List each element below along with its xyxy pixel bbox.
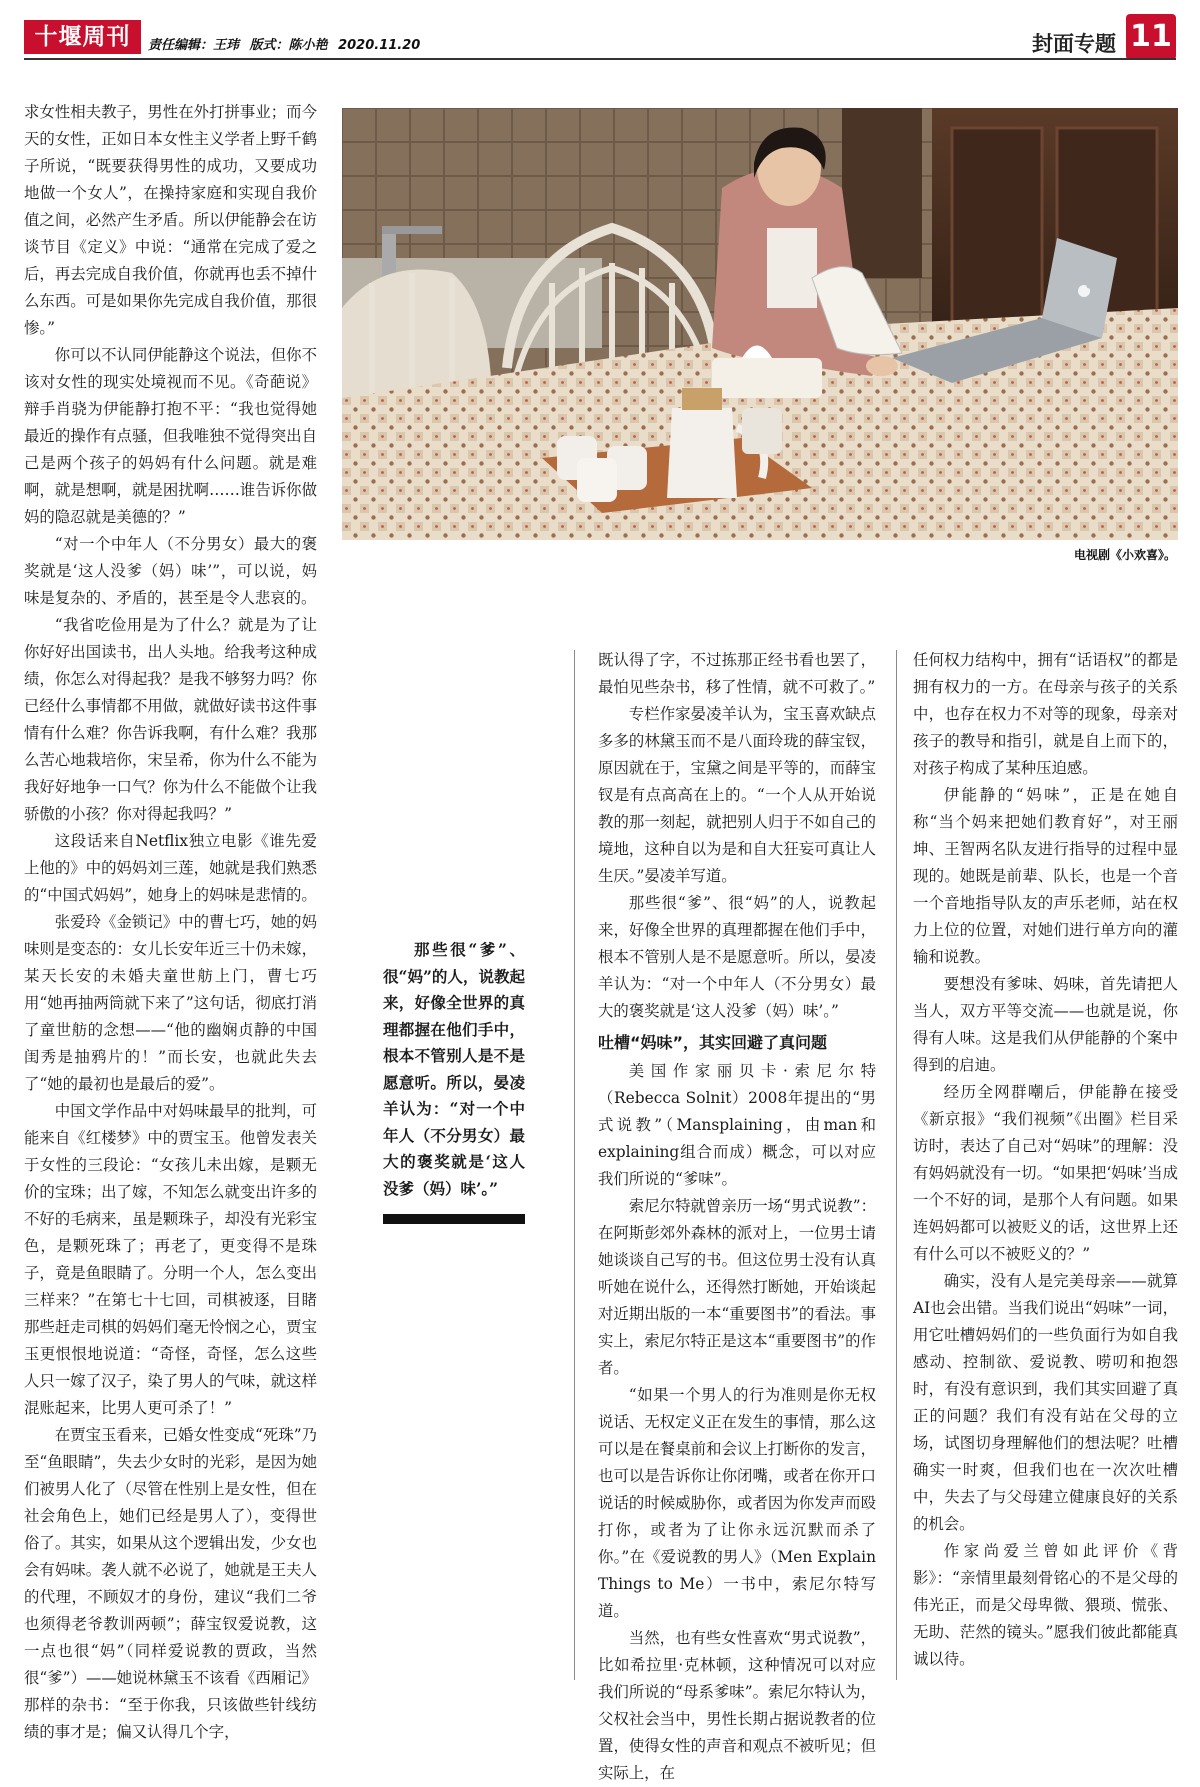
paragraph: 经历全网群嘲后，伊能静在接受《新京报》“我们视频”《出圈》栏目采访时，表达了自己对“妈味”的理解：没有妈妈就没有一切。“如果把‘妈味’当成一个不好的词，是那个人有问题。如果连妈妈都可以被贬义的话，这世界上还有什么可以不被贬义的？” xyxy=(913,1083,1178,1263)
article-column-3 xyxy=(598,647,876,1787)
drama-still-photo xyxy=(342,108,1178,540)
paragraph: 在贾宝玉看来，已婚女性变成“死珠”乃至“鱼眼睛”，失去少女时的光彩，是因为她们被男人化了（尽管在性别上是女性，但在社会角色上，她们已经是男人了），变得世俗了。其实，如果从这个逻辑出发，少女也会有妈味。袭人就不必说了，她就是王夫人的代理，不顾奴才的身份，建议“我们二爷也须得老爷教训两顿”；薛宝钗爱说教，这一点也很“妈”（同样爱说教的贾政，当然很“爹”）——她说林黛玉不该看《西厢记》那样的杂书：“至于你我，只该做些针线纺绩的事才是；偏又认得几个字， xyxy=(24,1426,317,1741)
paragraph: 当然，也有些女性喜欢“男式说教”，比如希拉里·克林顿，这种情况可以对应我们所说的“母系爹味”。索尼尔特认为，父权社会当中，男性长期占据说教者的位置，使得女性的声音和观点不被听见；但实际上，在 xyxy=(598,1629,876,1782)
paragraph: 既认得了字，不过拣那正经书看也罢了，最怕见些杂书，移了性情，就不可救了。” xyxy=(598,651,876,696)
paragraph: 作家尚爱兰曾如此评价《背影》：“亲情里最刻骨铭心的不是父母的伟光正，而是父母卑微、猥琐、慌张、无助、茫然的镜头。”愿我们彼此都能真诚以待。 xyxy=(913,1542,1178,1668)
editor-credit: 责任编辑：王玮 xyxy=(148,38,240,53)
paragraph: 张爱玲《金锁记》中的曹七巧，她的妈味则是变态的：女儿长安年近三十仍未嫁，某天长安的未婚夫童世舫上门，曹七巧用“她再抽两筒就下来了”这句话，彻底打消了童世舫的念想——“他的幽娴贞静的中国闺秀是抽鸦片的！”而长安，也就此失去了“她的最初也是最后的爱”。 xyxy=(24,913,317,1093)
header-rule xyxy=(24,58,1176,60)
kitchen-scene-illustration xyxy=(342,108,1178,540)
paragraph: 伊能静的“妈味”，正是在她自称“当个妈来把她们教育好”，对王丽坤、王智两名队友进行指导的过程中显现的。她既是前辈、队长，也是一个音一个音地指导队友的声乐老师，站在权力上位的位置，对她们进行单方向的灌输和说教。 xyxy=(913,786,1178,966)
pull-quote-bar xyxy=(383,1214,525,1224)
logo-text: 十堰周刊 xyxy=(34,24,131,50)
paragraph: 那些很“爹”、很“妈”的人，说教起来，好像全世界的真理都握在他们手中，根本不管别人是不是愿意听。所以，晏凌羊认为：“对一个中年人（不分男女）最大的褒奖就是‘这人没爹（妈）味’。” xyxy=(598,894,876,1020)
paragraph: “我省吃俭用是为了什么？就是为了让你好好出国读书，出人头地。给我考这种成绩，你怎么对得起我？是我不够努力吗？你已经什么事情都不用做，就做好读书这件事情有什么难？你告诉我啊，有什么难？我那么苦心地栽培你，宋呈希，你为什么不能为我好好地争一口气？你为什么不能做个让我骄傲的小孩？你对得起我吗？” xyxy=(24,616,317,823)
pull-quote xyxy=(383,937,525,1202)
pull-quote-text: 那些很“爹”、很“妈”的人，说教起来，好像全世界的真理都握在他们手中，根本不管别人是不是愿意听。所以，晏凌羊认为：“对一个中年人（不分男女）最大的褒奖就是‘这人没爹（妈）味’。” xyxy=(383,940,525,1198)
subheading: 吐槽“妈味”，其实回避了真问题 xyxy=(598,1033,828,1052)
page-number: 11 xyxy=(1126,14,1176,60)
paragraph: 要想没有爹味、妈味，首先请把人当人，双方平等交流——也就是说，你得有人味。这是我们从伊能静的个案中得到的启迪。 xyxy=(913,975,1178,1074)
paragraph: 确实，没有人是完美母亲——就算AI也会出错。当我们说出“妈味”一词，用它吐槽妈妈们的一些负面行为如自我感动、控制欲、爱说教、唠叨和抱怨时，有没有意识到，我们其实回避了真正的问题？我们有没有站在父母的立场，试图切身理解他们的想法呢？吐槽确实一时爽，但我们也在一次次吐槽中，失去了与父母建立健康良好的关系的机会。 xyxy=(913,1272,1178,1533)
credits-line xyxy=(148,34,426,53)
column-divider xyxy=(896,650,897,1680)
section-title: 封面专题 xyxy=(1032,32,1116,56)
paragraph: 任何权力结构中，拥有“话语权”的都是拥有权力的一方。在母亲与孩子的关系中，也存在权力不对等的现象，母亲对孩子的教导和指引，就是自上而下的，对孩子构成了某种压迫感。 xyxy=(913,651,1178,777)
photo-caption: 电视剧《小欢喜》。 xyxy=(1073,548,1176,562)
newspaper-logo xyxy=(24,20,141,54)
paragraph: 这段话来自Netflix独立电影《谁先爱上他的》中的妈妈刘三莲，她就是我们熟悉的“中国式妈妈”，她身上的妈味是悲情的。 xyxy=(24,832,317,904)
layout-credit: 版式：陈小艳 xyxy=(249,38,328,53)
paragraph: 你可以不认同伊能静这个说法，但你不该对女性的现实处境视而不见。《奇葩说》辩手肖骁为伊能静打抱不平：“我也觉得她最近的操作有点骚，但我唯独不觉得突出自己是两个孩子的妈妈有什么问题。就是难啊，就是想啊，就是困扰啊……谁告诉你做妈的隐忍就是美德的？” xyxy=(24,346,317,526)
paragraph: 中国文学作品中对妈味最早的批判，可能来自《红楼梦》中的贾宝玉。他曾发表关于女性的三段论：“女孩儿未出嫁，是颗无价的宝珠；出了嫁，不知怎么就变出许多的不好的毛病来，虽是颗珠子，却没有光彩宝色，是颗死珠了；再老了，更变得不是珠子，竟是鱼眼睛了。分明一个人，怎么变出三样来？”在第七十七回，司棋被逐，目睹那些赶走司棋的妈妈们毫无怜悯之心，贾宝玉更恨恨地说道：“奇怪，奇怪，怎么这些人只一嫁了汉子，染了男人的气味，就这样混账起来，比男人更可杀了！” xyxy=(24,1102,317,1417)
article-column-4 xyxy=(913,647,1178,1673)
paragraph: 求女性相夫教子，男性在外打拼事业；而今天的女性，正如日本女性主义学者上野千鹤子所说，“既要获得男性的成功，又要成功地做一个女人”，在操持家庭和实现自我价值之间，必然产生矛盾。所以伊能静会在访谈节目《定义》中说：“通常在完成了爱之后，再去完成自我价值，你就再也丢不掉什么东西。可是如果你先完成自我价值，那很惨。” xyxy=(24,103,317,337)
paragraph: 美国作家丽贝卡·索尼尔特（Rebecca Solnit）2008年提出的“男式说教”（Mansplaining，由man和explaining组合而成）概念，可以对应我们所说的“爹味”。 xyxy=(598,1062,876,1188)
issue-date: 2020.11.20 xyxy=(338,38,421,53)
paragraph: “如果一个男人的行为准则是你无权说话、无权定义正在发生的事情，那么这可以是在餐桌前和会议上打断你的发言，也可以是告诉你让你闭嘴，或者在你开口说话的时候威胁你，或者因为你发声而殴打你，或者为了让你永远沉默而杀了你。”在《爱说教的男人》（Men Explain Things to Me）一书中，索尼尔特写道。 xyxy=(598,1386,876,1620)
paragraph: 索尼尔特就曾亲历一场“男式说教”：在阿斯彭郊外森林的派对上，一位男士请她谈谈自己写的书。但这位男士没有认真听她在说什么，还得然打断她，开始谈起对近期出版的一本“重要图书”的看法。事实上，索尼尔特正是这本“重要图书”的作者。 xyxy=(598,1197,876,1377)
column-divider xyxy=(574,650,575,1680)
masthead xyxy=(24,14,1176,60)
paragraph: “对一个中年人（不分男女）最大的褒奖就是‘这人没爹（妈）味’”，可以说，妈味是复杂的、矛盾的，甚至是令人悲哀的。 xyxy=(24,535,317,607)
article-column-1 xyxy=(24,99,317,1746)
paragraph: 专栏作家晏凌羊认为，宝玉喜欢缺点多多的林黛玉而不是八面玲珑的薛宝钗，原因就在于，宝黛之间是平等的，而薛宝钗是有点高高在上的。“一个人从开始说教的那一刻起，就把别人归于不如自己的境地，这种自以为是和自大狂妄可真让人生厌。”晏凌羊写道。 xyxy=(598,705,876,885)
